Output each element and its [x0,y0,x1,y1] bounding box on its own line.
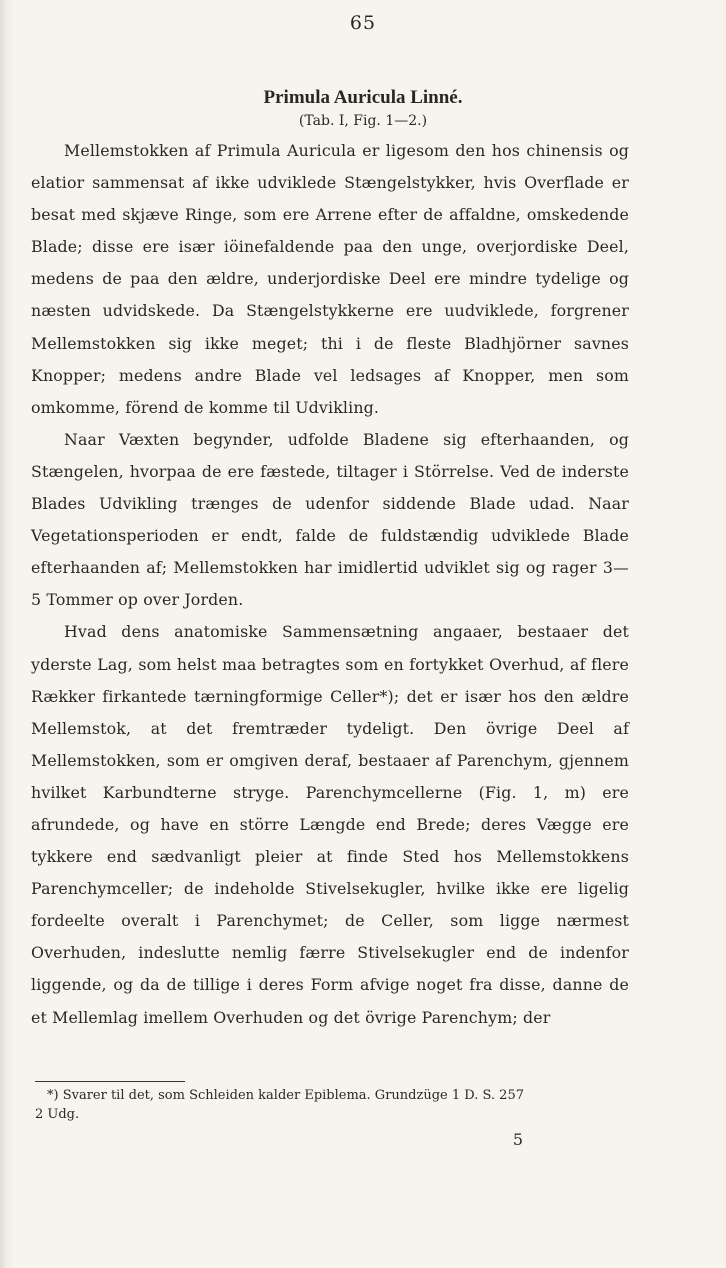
paragraph: Hvad dens anatomiske Sammensætning angaaer, bestaaer det yderste Lag, som helst maa betragtes som en fortykket Overhud, af flere Rækker firkantede tærningformige Celler*); det er især hos den ældre Mellemstok, at det fremtræder tydeligt. Den övrige Deel af Mellemstokken, som er omgiven deraf, bestaaer af Parenchym, gjennem hvilket Karbundterne stryge. Parenchymcellerne (Fig. 1, m) ere afrundede, og have en större Længde end Brede; deres Vægge ere tykkere end sædvanligt pleier at finde Sted hos Mellemstokkens Parenchymceller; de indeholde Stivelsekugler, hvilke ikke ere ligelig fordeelte overalt i Parenchymet; de Celler, som ligge nærmest Overhuden, indeslutte nemlig færre Stivelsekugler end de indenfor liggende, og da de tillige i deres Form afvige noget fra disse, danne de et Mellemlag imellem Overhuden og det övrige Parenchym; der [31,622,629,1027]
footnote-divider [35,1081,185,1082]
footnote [35,1086,635,1124]
paragraph: Mellemstokken af Primula Auricula er ligesom den hos chinensis og elatior sammensat af ikke udviklede Stængelstykker, hvis Overflade er besat med skjæve Ringe, som ere Arrene efter de affaldne, omskedende Blade; disse ere især iöinefaldende paa den unge, overjordiske Deel, medens de paa den ældre, underjordiske Deel ere mindre tydelige og næsten udvidskede. Da Stængelstykkerne ere uudviklede, forgrener Mellemstokken sig ikke meget; thi i de fleste Bladhjörner savnes Knopper; medens andre Blade vel ledsages af Knopper, men som omkomme, förend de komme til Udvikling. [31,141,629,417]
body-text [31,135,629,1034]
figure-reference: (Tab. I, Fig. 1—2.) [298,113,428,129]
paragraph: Naar Væxten begynder, udfolde Bladene sig efterhaanden, og Stængelen, hvorpaa de ere fæstede, tiltager i Störrelse. Ved de inderste Blades Udvikling trænges de udenfor siddende Blade udad. Naar Vegetationsperioden er endt, falde de fuldstændig udviklede Blade efterhaanden af; Mellemstokken har imidlertid udviklet sig og rager 3—5 Tommer op over Jorden. [31,429,629,610]
signature-mark: 5 [512,1130,524,1149]
footnote-line: *) Svarer til det, som Schleiden kalder Epiblema. Grundzüge 1 D. S. 257 [47,1088,524,1103]
footnote-line: 2 Udg. [35,1107,80,1122]
section-title: Primula Auricula Linné. [263,87,463,108]
page-number: 65 [349,12,377,34]
